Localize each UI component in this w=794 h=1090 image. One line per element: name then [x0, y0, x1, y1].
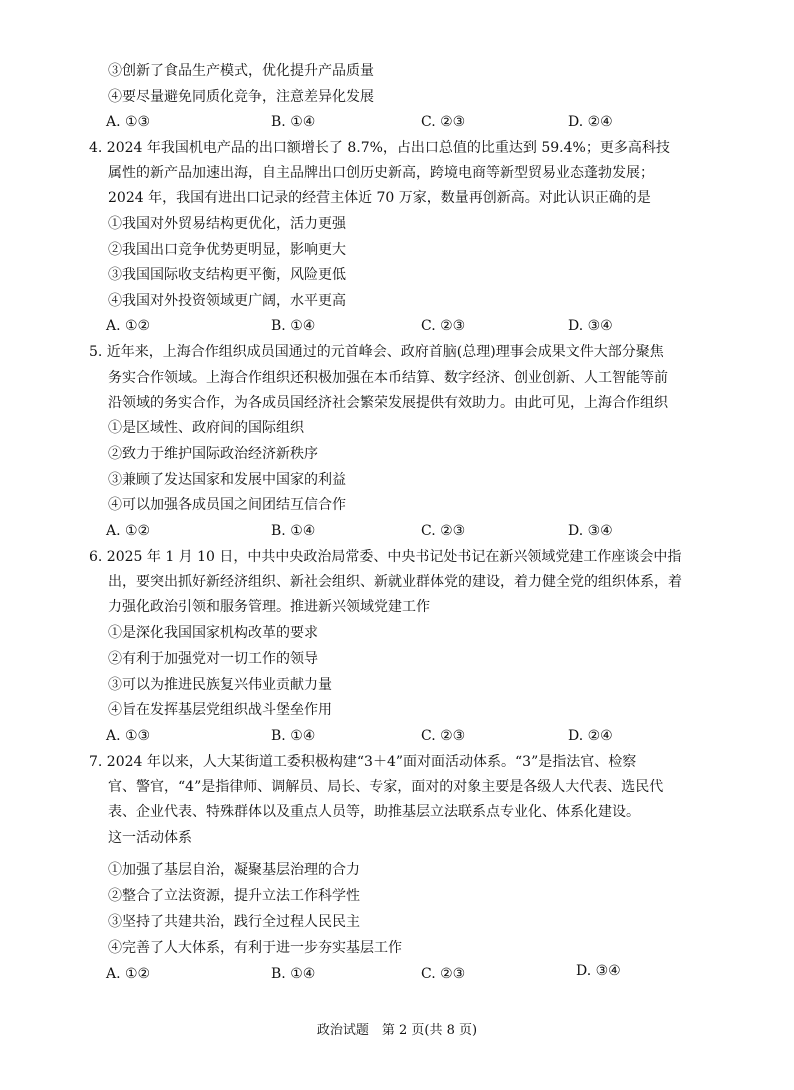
q4-option-a: A. ①②: [106, 318, 151, 334]
q7-option-c: C. ②③: [421, 966, 466, 982]
q7-item-3: ③坚持了共建共治，践行全过程人民民主: [108, 914, 360, 930]
q7-option-b: B. ①④: [271, 966, 316, 982]
q5-stem-line-2: 务实合作领域。上海合作组织还积极加强在本币结算、数字经济、创业创新、人工智能等前: [108, 370, 668, 386]
q4-stem-line-3: 2024 年，我国有进出口记录的经营主体近 70 万家，数量再创新高。对此认识正确的是: [108, 190, 651, 206]
q3-option-d: D. ②④: [568, 114, 613, 130]
q7-stem-line-4: 这一活动体系: [108, 830, 192, 846]
q6-option-a: A. ①③: [106, 728, 151, 744]
q7-stem-line-3: 表、企业代表、特殊群体以及重点人员等，助推基层立法联系点专业化、体系化建设。: [108, 804, 640, 820]
q5-item-2: ②致力于维护国际政治经济新秩序: [108, 446, 318, 462]
q4-stem-line-1: 4. 2024 年我国机电产品的出口额增长了 8.7%，占出口总值的比重达到 59.4%；更多高科技: [89, 140, 670, 156]
q7-option-a: A. ①②: [106, 966, 151, 982]
q5-item-4: ④可以加强各成员国之间团结互信合作: [108, 497, 346, 513]
q4-item-2: ②我国出口竞争优势更明显，影响更大: [108, 242, 346, 258]
q7-option-d: D. ③④: [576, 963, 621, 979]
q3-option-b: B. ①④: [271, 114, 316, 130]
q7-item-4: ④完善了人大体系，有利于进一步夯实基层工作: [108, 940, 402, 956]
q3-option-a: A. ①③: [106, 114, 151, 130]
q6-option-d: D. ②④: [568, 728, 613, 744]
q6-item-4: ④旨在发挥基层党组织战斗堡垒作用: [108, 702, 332, 718]
q4-item-1: ①我国对外贸易结构更优化，活力更强: [108, 216, 346, 232]
q4-stem-line-2: 属性的新产品加速出海，自主品牌出口创历史新高，跨境电商等新型贸易业态蓬勃发展；: [108, 165, 654, 181]
q4-item-4: ④我国对外投资领域更广阔，水平更高: [108, 293, 346, 309]
q6-option-b: B. ①④: [271, 728, 316, 744]
page-footer: 政治试题 第 2 页(共 8 页): [316, 1023, 478, 1038]
q7-stem-line-1: 7. 2024 年以来，人大某街道工委积极构建“3＋4”面对面活动体系。“3”是指法官、检察: [89, 754, 637, 770]
q3-option-c: C. ②③: [421, 114, 466, 130]
q4-option-b: B. ①④: [271, 318, 316, 334]
q3-item-3: ③创新了食品生产模式，优化提升产品质量: [108, 63, 374, 79]
q5-option-d: D. ③④: [568, 523, 613, 539]
q3-item-4: ④要尽量避免同质化竞争，注意差异化发展: [108, 89, 374, 105]
q5-item-1: ①是区域性、政府间的国际组织: [108, 420, 304, 436]
q6-stem-line-1: 6. 2025 年 1 月 10 日，中共中央政治局常委、中央书记处书记在新兴领域党建工作座谈会中指: [89, 549, 682, 565]
q5-option-c: C. ②③: [421, 523, 466, 539]
q6-option-c: C. ②③: [421, 728, 466, 744]
q4-item-3: ③我国国际收支结构更平衡，风险更低: [108, 267, 346, 283]
q6-item-3: ③可以为推进民族复兴伟业贡献力量: [108, 677, 332, 693]
q4-option-d: D. ③④: [568, 318, 613, 334]
q6-item-1: ①是深化我国国家机构改革的要求: [108, 625, 318, 641]
q7-item-2: ②整合了立法资源，提升立法工作科学性: [108, 888, 360, 904]
q6-stem-line-2: 出，要突出抓好新经济组织、新社会组织、新就业群体党的建设，着力健全党的组织体系，着: [108, 574, 682, 590]
q7-stem-line-2: 官、警官，“4”是指律师、调解员、局长、专家，面对的对象主要是各级人大代表、选民代: [108, 779, 664, 795]
q5-item-3: ③兼顾了发达国家和发展中国家的利益: [108, 472, 346, 488]
q5-stem-line-1: 5. 近年来，上海合作组织成员国通过的元首峰会、政府首脑(总理)理事会成果文件大部分聚焦: [89, 344, 664, 360]
q4-option-c: C. ②③: [421, 318, 466, 334]
q7-item-1: ①加强了基层自治，凝聚基层治理的合力: [108, 862, 360, 878]
q6-item-2: ②有利于加强党对一切工作的领导: [108, 651, 318, 667]
q5-option-a: A. ①②: [106, 523, 151, 539]
q5-stem-line-3: 沿领域的务实合作，为各成员国经济社会繁荣发展提供有效助力。由此可见，上海合作组织: [108, 395, 668, 411]
q6-stem-line-3: 力强化政治引领和服务管理。推进新兴领域党建工作: [108, 599, 430, 615]
q5-option-b: B. ①④: [271, 523, 316, 539]
